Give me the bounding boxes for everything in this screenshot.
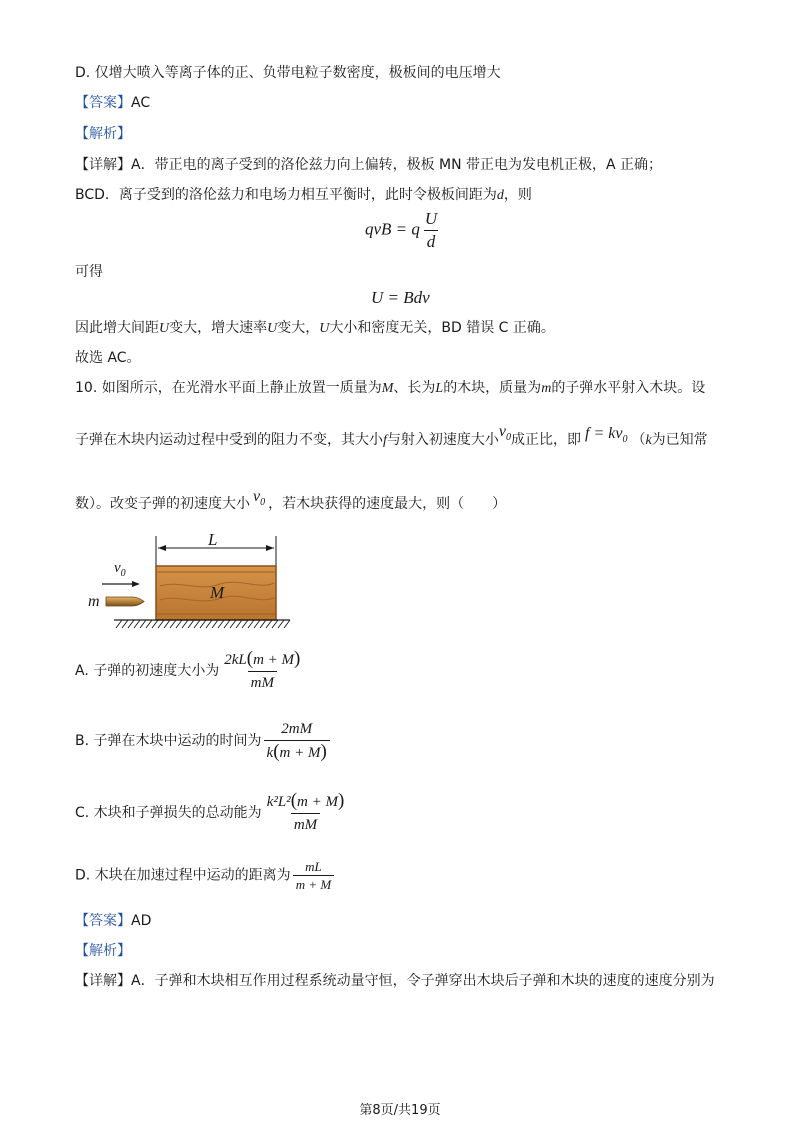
q10-l1-b: 、长为 xyxy=(393,380,436,396)
bcd-var: d xyxy=(496,188,504,203)
conclusion-part-a: 因此增大间距 xyxy=(75,320,159,336)
bullet-label: m xyxy=(88,593,100,610)
analysis-tag-2: 【解析】 xyxy=(75,943,131,959)
q10-line-1 xyxy=(75,378,705,399)
q10-line-2 xyxy=(75,423,708,456)
bullet-block-figure xyxy=(80,528,300,638)
answer-line-2 xyxy=(75,911,151,931)
q10-l2-d: （ xyxy=(631,432,646,448)
answer-line-1 xyxy=(75,93,150,113)
dim-arrow-left xyxy=(158,545,166,551)
detail-line-a: 【详解】A．带正电的离子受到的洛伦兹力向上偏转，极板 MN 带正电为发电机正极，A 正确； xyxy=(75,157,663,173)
q10-l2-b: 与射入初速度大小 xyxy=(386,432,499,448)
option-c-fraction: $\frac{\text{k²L²(m + M)}}{mM}$ xyxy=(264,790,348,836)
q10-l2-v0: $v_0$ xyxy=(498,423,511,444)
option-b-fraction: $\frac{2mM}{k(m + M)}$ xyxy=(264,718,330,764)
option-a xyxy=(75,648,305,694)
q10-l1-m: m xyxy=(541,381,552,396)
ground-hatching xyxy=(116,620,290,628)
option-b xyxy=(75,718,332,764)
answer-tag: 【答案】 xyxy=(75,95,131,111)
answer-value: AC xyxy=(131,95,151,111)
q10-l2-a: 子弹在木块内运动过程中受到的阻力不变，其大小 xyxy=(75,432,383,448)
detail-line-bcd xyxy=(75,185,532,206)
equation-u-bdv: U = Bdv xyxy=(371,288,430,307)
length-label: L xyxy=(208,530,218,549)
conclusion-part-d: 大小和密度无关，BD 错误 C 正确。 xyxy=(329,320,555,336)
q10-l2-eq: $f = kv_0$ xyxy=(585,425,628,446)
q10-l2-c: 成正比，即 xyxy=(511,432,581,448)
q10-l3-v0: $v_0$ xyxy=(253,488,266,509)
q10-l2-f: f xyxy=(383,433,387,448)
option-c-text: C. 木块和子弹损失的总动能为 xyxy=(75,805,262,821)
conclusion-part-c: 变大， xyxy=(277,320,320,336)
answer-tag-2: 【答案】 xyxy=(75,913,131,929)
q10-l3-b: ，若木块获得的速度最大，则（ ） xyxy=(268,496,507,512)
option-b-text: B. 子弹在木块中运动的时间为 xyxy=(75,733,262,749)
conclusion-part-b: 变大，增大速率 xyxy=(169,320,268,336)
q10-l1-d: 的子弹水平射入木块。设 xyxy=(551,380,706,396)
q10-l1-M: M xyxy=(381,381,394,396)
conclusion-line xyxy=(75,318,555,339)
q10-l1-a: 10. 如图所示，在光滑水平面上静止放置一质量为 xyxy=(75,380,382,396)
page-footer: 第8页/共19页 xyxy=(359,1103,441,1118)
choose-line-1: 故选 AC。 xyxy=(75,350,141,366)
mass-label: M xyxy=(210,583,225,602)
q10-l2-k: k xyxy=(645,433,652,448)
bcd-text: BCD．离子受到的洛伦兹力和电场力相互平衡时，此时令极板间距为 xyxy=(75,187,497,203)
q10-l1-L: L xyxy=(435,381,444,396)
q10-l1-c: 的木块，质量为 xyxy=(443,380,542,396)
answer-value-2: AD xyxy=(131,913,152,929)
option-d-previous: D. 仅增大喷入等离子体的正、负带电粒子数密度，极板间的电压增大 xyxy=(75,65,501,81)
conclusion-u3: U xyxy=(319,321,330,336)
option-d-fraction: $\frac{mL}{m + M}$ xyxy=(293,858,335,893)
eq1-denominator: d xyxy=(424,230,439,253)
dim-arrow-right xyxy=(266,545,274,551)
option-a-text: A. 子弹的初速度大小为 xyxy=(75,663,220,679)
detail-line-q10: 【详解】A．子弹和木块相互作用过程系统动量守恒，令子弹穿出木块后子弹和木块的速度的速度分别为 xyxy=(75,973,715,989)
eq1-left: qvB = q xyxy=(365,219,420,239)
eq1-numerator: U xyxy=(424,209,438,228)
analysis-tag: 【解析】 xyxy=(75,126,131,142)
q10-l3-a: 数）。改变子弹的初速度大小 xyxy=(75,496,250,512)
bullet xyxy=(106,597,144,606)
q10-line-3 xyxy=(75,488,507,520)
conclusion-u1: U xyxy=(159,321,170,336)
eq1-fraction xyxy=(422,208,440,253)
velocity-arrowhead xyxy=(132,581,140,587)
equation-lorentz-balance xyxy=(365,208,442,253)
velocity-label: $v_0$ xyxy=(114,560,126,579)
conclusion-u2: U xyxy=(267,321,278,336)
q10-l2-e: 为已知常 xyxy=(651,432,708,448)
option-c xyxy=(75,790,349,836)
option-d xyxy=(75,858,336,893)
kede-line: 可得 xyxy=(75,264,103,280)
bcd-end: ，则 xyxy=(503,187,532,203)
option-d-text: D. 木块在加速过程中运动的距离为 xyxy=(75,867,291,884)
option-a-fraction: $\frac{2kL(m + M)}{mM}$ xyxy=(221,648,303,694)
